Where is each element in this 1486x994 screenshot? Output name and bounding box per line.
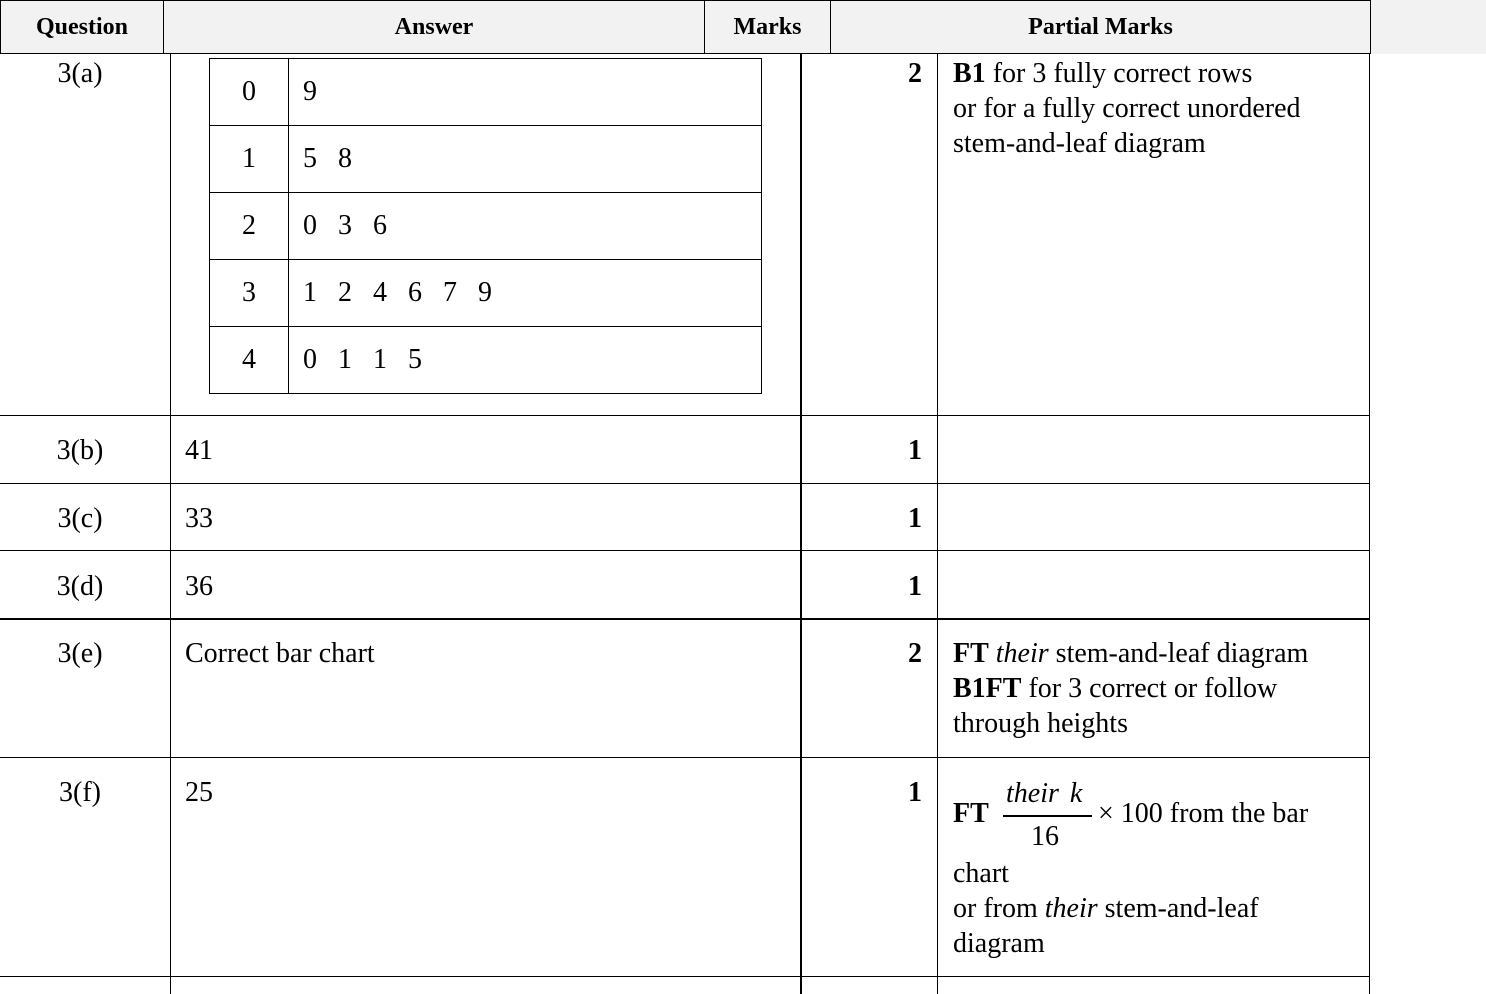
marks-value: 1 — [908, 435, 922, 466]
question-label: 3(f) — [59, 777, 101, 808]
header-partial-marks: Partial Marks — [830, 0, 1371, 54]
partial-marks-text — [953, 636, 1308, 741]
leaf-cell: 5 8 — [289, 126, 762, 193]
marks-value: 1 — [908, 777, 922, 808]
row-divider — [0, 415, 1370, 416]
fraction-numerator: their k — [1006, 778, 1083, 809]
column-divider — [800, 54, 802, 994]
fraction-denominator: 16 — [1031, 821, 1059, 852]
stem-cell: 0 — [210, 59, 289, 126]
header-marks: Marks — [704, 0, 831, 54]
mark-code: B1 — [953, 58, 986, 89]
stem-leaf-row — [210, 260, 762, 327]
header-question: Question — [0, 0, 164, 54]
marks-value: 2 — [908, 638, 922, 669]
mark-code: B1FT — [953, 673, 1022, 704]
stem-cell: 2 — [210, 193, 289, 260]
header-blank-area — [1371, 0, 1486, 54]
leaf-cell: 0 3 6 — [289, 193, 762, 260]
partial-italic: their — [995, 638, 1049, 669]
answer-value: 36 — [185, 571, 213, 602]
question-label: 3(b) — [56, 435, 104, 466]
row-divider — [0, 483, 1370, 484]
partial-text: through heights — [953, 708, 1128, 739]
partial-text: for 3 fully correct rows — [985, 58, 1253, 89]
partial-text: or from — [953, 893, 1045, 924]
marks-value: 1 — [908, 503, 922, 534]
stem-leaf-row — [210, 59, 762, 126]
column-divider — [170, 54, 171, 994]
stem-cell: 4 — [210, 327, 289, 394]
mark-code: FT — [953, 798, 989, 829]
partial-text: stem-and-leaf diagram — [953, 128, 1206, 159]
answer-value: 33 — [185, 503, 213, 534]
partial-italic: their — [1044, 893, 1098, 924]
partial-text: diagram — [953, 928, 1045, 959]
question-label: 3(e) — [57, 638, 103, 669]
leaf-cell: 9 — [289, 59, 762, 126]
partial-text: stem-and-leaf — [1097, 893, 1259, 924]
leaf-cell: 0 1 1 5 — [289, 327, 762, 394]
partial-text: for 3 correct or follow — [1021, 673, 1278, 704]
stem-leaf-row — [210, 193, 762, 260]
partial-marks-text — [953, 856, 1259, 961]
stem-leaf-row — [210, 327, 762, 394]
stem-and-leaf-table — [209, 58, 762, 394]
mark-code: FT — [953, 638, 989, 669]
column-divider — [937, 54, 938, 994]
row-divider — [0, 618, 1370, 620]
marks-value: 2 — [908, 58, 922, 89]
marks-value: 1 — [908, 571, 922, 602]
stem-leaf-row — [210, 126, 762, 193]
header-answer: Answer — [163, 0, 705, 54]
row-divider — [0, 976, 1370, 977]
stem-cell: 3 — [210, 260, 289, 327]
row-divider — [0, 757, 1370, 758]
row-divider — [0, 550, 1370, 551]
partial-text: or for a fully correct unordered — [953, 93, 1301, 124]
question-label: 3(d) — [56, 571, 104, 602]
answer-value: Correct bar chart — [185, 638, 375, 669]
partial-text: chart — [953, 858, 1009, 889]
question-label: 3(a) — [57, 58, 103, 89]
partial-text: × 100 from the bar — [1098, 798, 1309, 829]
question-label: 3(c) — [57, 503, 103, 534]
fraction-bar — [1003, 815, 1092, 817]
leaf-cell: 1 2 4 6 7 9 — [289, 260, 762, 327]
column-divider — [1369, 54, 1370, 994]
partial-text: stem-and-leaf diagram — [1048, 638, 1309, 669]
answer-value: 25 — [185, 777, 213, 808]
answer-value: 41 — [185, 435, 213, 466]
stem-cell: 1 — [210, 126, 289, 193]
partial-marks-text — [953, 56, 1301, 161]
